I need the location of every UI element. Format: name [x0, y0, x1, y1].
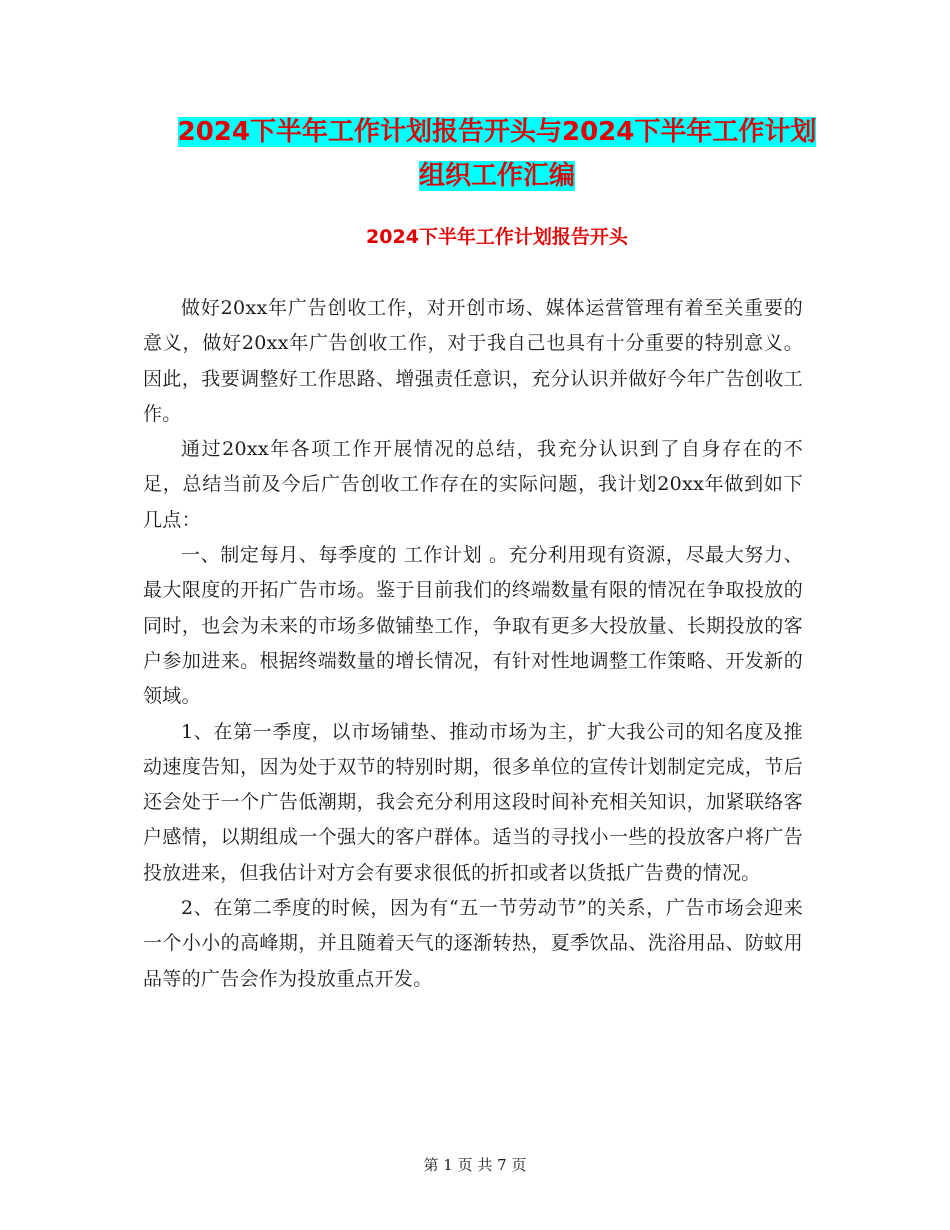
paragraph: 1、在第一季度，以市场铺垫、推动市场为主，扩大我公司的知名度及推动速度告知，因为处于双节的特别时期，很多单位的宣传计划制定完成，节后还会处于一个广告低潮期，我会充分利用这段时间补充相关知识，加紧联络客户感情，以期组成一个强大的客户群体。适当的寻找小一些的投放客户将广告投放进来，但我估计对方会有要求很低的折扣或者以货抵广告费的情况。 [143, 720, 803, 884]
page-footer: 第 1 页 共 7 页 [423, 1156, 527, 1174]
document-body [143, 291, 803, 997]
paragraph: 通过20xx年各项工作开展情况的总结，我充分认识到了自身存在的不足，总结当前及今后广告创收工作存在的实际问题，我计划20xx年做到如下几点： [143, 438, 803, 531]
section-title: 2024下半年工作计划报告开头 [366, 226, 628, 248]
document-title-line-2: 组织工作汇编 [418, 161, 575, 191]
paragraph: 做好20xx年广告创收工作，对开创市场、媒体运营管理有着至关重要的意义，做好20xx年广告创收工作，对于我自己也具有十分重要的特别意义。因此，我要调整好工作思路、增强责任意识，充分认识并做好今年广告创收工作。 [143, 297, 803, 425]
paragraph: 2、在第二季度的时候，因为有“五一节劳动节”的关系，广告市场会迎来一个小小的高峰期，并且随着天气的逐渐转热，夏季饮品、洗浴用品、防蚊用品等的广告会作为投放重点开发。 [143, 897, 803, 990]
document-title [140, 110, 854, 198]
document-title-line-1: 2024下半年工作计划报告开头与2024下半年工作计划 [177, 117, 817, 147]
paragraph: 一、制定每月、每季度的 工作计划 。充分利用现有资源，尽最大努力、最大限度的开拓广告市场。鉴于目前我们的终端数量有限的情况在争取投放的同时，也会为未来的市场多做铺垫工作，争取有更多大投放量、长期投放的客户参加进来。根据终端数量的增长情况，有针对性地调整工作策略、开发新的领域。 [143, 544, 803, 708]
